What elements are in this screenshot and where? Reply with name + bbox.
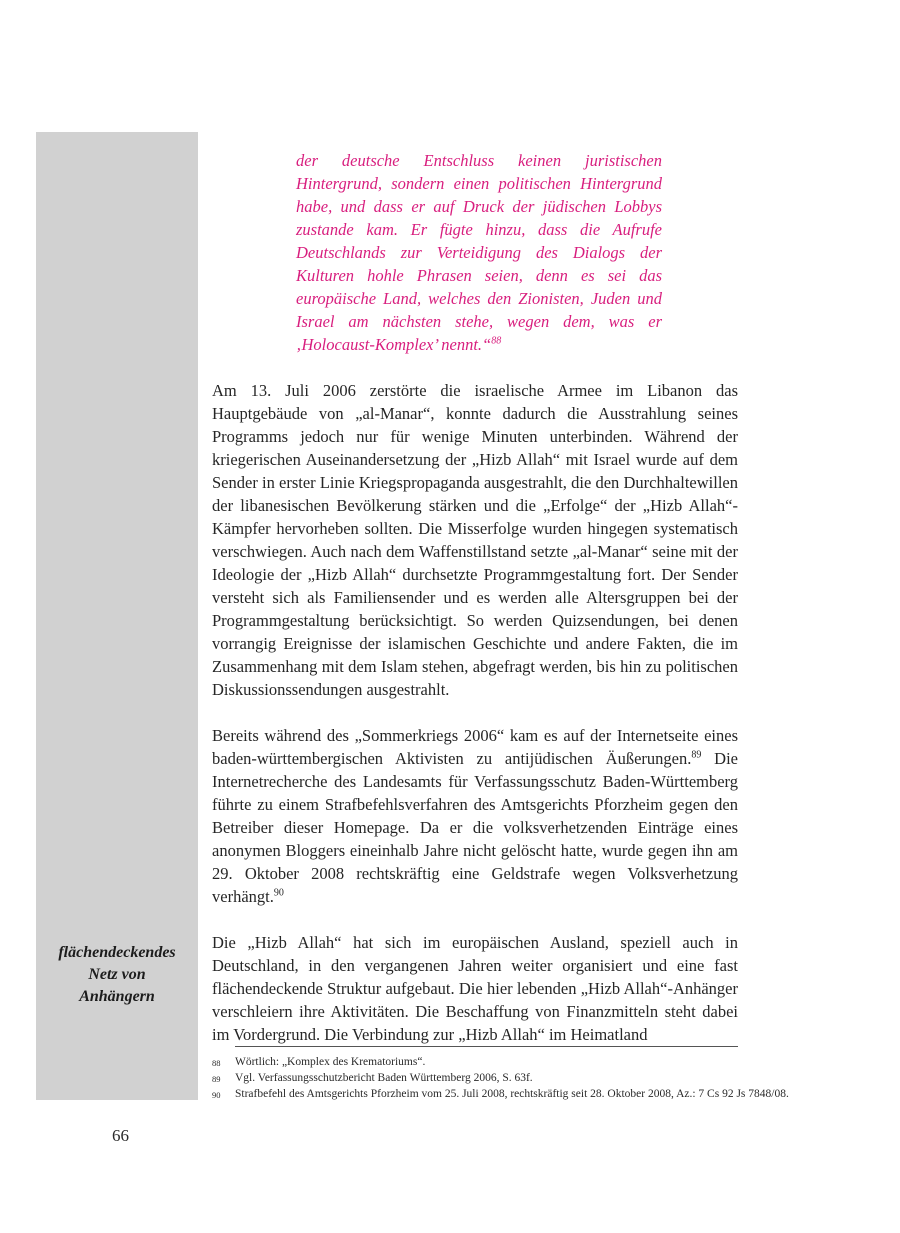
- footnote-item: [212, 1054, 832, 1070]
- footnote-ref-90: 90: [273, 887, 284, 899]
- footnote-text: Strafbefehl des Amtsgerichts Pforzheim vom 25. Juli 2008, rechtskräftig seit 28. Oktober 2008, Az.: 7 Cs 92 Js 7848/08.: [235, 1088, 789, 1100]
- margin-note-line: Netz von: [88, 966, 146, 983]
- paragraph-text: Bereits während des „Sommerkriegs 2006“ kam es auf der Internetseite eines baden-württembergischen Aktivisten zu antijüdischen Äußerungen.: [212, 726, 738, 768]
- body-paragraph-3: [212, 931, 738, 1046]
- footnote-separator: [235, 1046, 738, 1047]
- page-number: 66: [112, 1126, 129, 1145]
- margin-note-line: Anhängern: [79, 988, 155, 1005]
- body-paragraph-1: [212, 379, 738, 701]
- paragraph-text: Die Internetrecherche des Landesamts für Verfassungsschutz Baden-Württemberg führte zu einem Strafbefehlsverfahren des Amtsgerichts Pforzheim gegen den Betreiber dieser Homepage. Da er die volksverhetzenden Einträge eines anonymen Bloggers eineinhalb Jahre nicht gelöscht hatte, wurde gegen ihn am 29. Oktober 2008 rechtskräftig eine Geldstrafe wegen Volksverhetzung verhängt.: [212, 749, 738, 906]
- footnote-marker: 88: [212, 1058, 221, 1068]
- footnote-text: Wörtlich: „Komplex des Krematoriums“.: [235, 1056, 426, 1068]
- paragraph-text: Die „Hizb Allah“ hat sich im europäischen Ausland, speziell auch in Deutschland, in den vergangenen Jahren weiter organisiert und eine fast flächendeckende Struktur aufgebaut. Die hier lebenden „Hizb Allah“-Anhänger verschleiern ihre Aktivitäten. Die Beschaffung von Finanzmitteln steht dabei im Vordergrund. Die Verbindung zur „Hizb Allah“ im Heimatland: [212, 933, 738, 1044]
- footnotes-section: [212, 1046, 832, 1102]
- footnote-item: [212, 1086, 832, 1102]
- body-paragraph-2: [212, 724, 738, 908]
- quote-footnote-ref: 88: [491, 335, 502, 347]
- quote-block: [296, 149, 662, 356]
- body-text: [212, 379, 738, 1069]
- footnote-marker: 89: [212, 1074, 221, 1084]
- footnote-text: Vgl. Verfassungsschutzbericht Baden Württemberg 2006, S. 63f.: [235, 1072, 533, 1084]
- quote-text: der deutsche Entschluss keinen juristischen Hintergrund, sondern einen politischen Hintergrund habe, und dass er auf Druck der jüdischen Lobbys zustande kam. Er fügte hinzu, dass die Aufrufe Deutschlands zur Verteidigung des Dialogs der Kulturen hohle Phrasen seien, denn es sei das europäische Land, welches den Zionisten, Juden und Israel am nächsten stehe, wegen dem, was er ‚Holocaust-Komplex’ nennt.“: [296, 151, 662, 354]
- paragraph-text: Am 13. Juli 2006 zerstörte die israelische Armee im Libanon das Hauptgebäude von „al-Manar“, konnte dadurch die Ausstrahlung seines Programms jedoch nur für wenige Minuten unterbinden. Während der kriegerischen Auseinandersetzung der „Hizb Allah“ mit Israel wurde auf dem Sender in erster Linie Kriegspropaganda ausgestrahlt, die den Durchhaltewillen der libanesischen Bevölkerung stärken und die „Erfolge“ der „Hizb Allah“-Kämpfer hervorheben sollten. Die Misserfolge wurden hingegen systematisch verschwiegen. Auch nach dem Waffenstillstand setzte „al-Manar“ seine mit der Ideologie der „Hizb Allah“ durchsetzte Programmgestaltung fort. Der Sender versteht sich als Familiensender und es werden alle Altersgruppen bei der Programmgestaltung berücksichtigt. So werden Quizsendungen, bei denen vorrangig Ereignisse der islamischen Geschichte und andere Fakten, die im Zusammenhang mit dem Islam stehen, abgefragt werden, bis hin zu politischen Diskussionssendungen ausgestrahlt.: [212, 381, 738, 699]
- margin-note-line: flächendeckendes: [58, 944, 176, 961]
- footnote-marker: 90: [212, 1090, 221, 1100]
- margin-note: [38, 942, 196, 1008]
- footnote-item: [212, 1070, 832, 1086]
- footnote-ref-89: 89: [691, 749, 702, 761]
